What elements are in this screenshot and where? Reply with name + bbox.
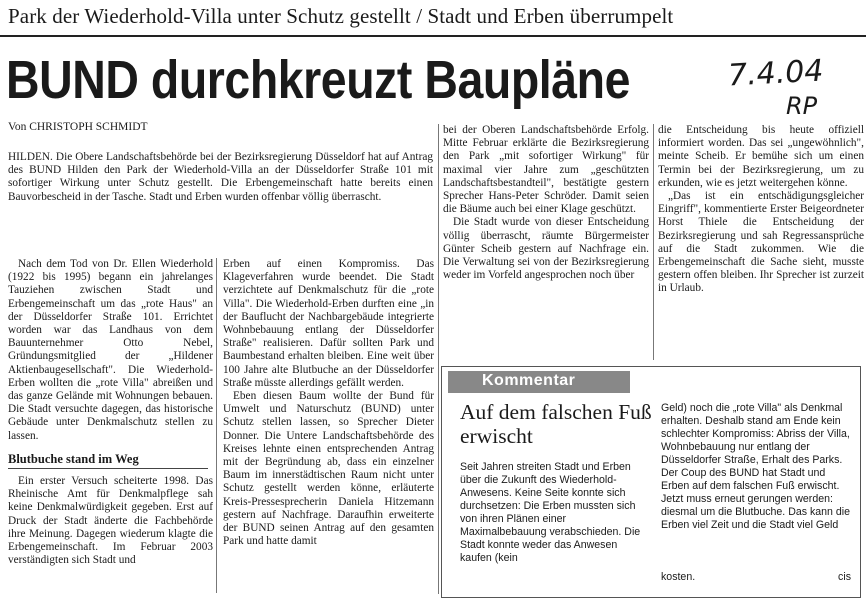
kicker-line: Park der Wiederhold-Villa unter Schutz gestellt / Stadt und Erben überrumpelt bbox=[8, 4, 674, 28]
column-1b-paragraph: Ein erster Versuch scheiterte 1998. Das Rheinische Amt für Denkmalpflege sah keine Denkmalwürdigkeit gegeben. Erst auf Druck der Stadt änderte die Fachbehörde ihre Meinung. Dagegen wiederum klagte die Erbengemeinschaft. Im Februar 2003 verständigten sich Stadt und bbox=[8, 475, 213, 567]
column-2-paragraph-1: Erben auf einen Kompromiss. Das Klageverfahren wurde beendet. Die Stadt verzichtete auf Denkmalschutz für die „rote Villa". Die Wiederhold-Erben durften eine „in der Bauflucht der Nachbargebäude integrierte Wohnbebauung entlang der Düsseldorfer Straße" realisieren. Dafür sollten Park und Baumbestand erhalten bleiben. Eine weit über 100 Jahre alte Blutbuche an der Düsseldorfer Straße müsste allerdings gefällt werden. bbox=[223, 258, 434, 389]
subheading-rule bbox=[8, 468, 208, 469]
column-2 bbox=[223, 258, 434, 548]
lead-text: HILDEN. Die Obere Landschaftsbehörde bei der Bezirksregierung Düsseldorf hat auf Antrag des BUND Hilden den Park der Wiederhold-Villa an der Düsseldorfer Straße 101 mit sofortiger Wirkung unter Schutz gestellt. Die Erbengemeinschaft hatte bereits einen Bauvorbescheid in der Tasche. Stadt und Erben wurden offenbar völlig überrascht. bbox=[8, 151, 433, 203]
lead-paragraph bbox=[8, 151, 433, 204]
column-divider bbox=[438, 124, 439, 594]
column-3-paragraph-2: Die Stadt wurde von dieser Entscheidung völlig überrascht, räumte Bürgermeister Günter Scheib gestern auf Nachfrage ein. Die Verwaltung sei von der Bezirksregierung weder im Vorfeld angesprochen noch über bbox=[443, 216, 649, 282]
column-divider bbox=[216, 258, 217, 593]
column-1-paragraph: Nach dem Tod von Dr. Ellen Wiederhold (1922 bis 1995) begann ein jahrelanges Tauziehen zwischen Stadt und Erbengemeinschaft um das „rote Haus" an der Düsseldorfer Straße 101. Errichtet worden war das Landhaus von dem Bauunternehmer Otto Nebel, Gründungsmitglied der „Hildener Aktienbaugesellschaft". Die Wiederhold-Erben wollten die „rote Villa" abreißen und das ganze Gelände mit Wohnungen bebauen. Die Stadt versuchte dagegen, das historische Gebäude unter Denkmalschutz stellen zu lassen. bbox=[8, 258, 213, 442]
kommentar-author: cis bbox=[838, 571, 851, 583]
kommentar-title: Auf dem falschen Fuß erwischt bbox=[460, 400, 652, 448]
headline: BUND durchkreuzt Baupläne bbox=[6, 50, 631, 110]
column-4 bbox=[658, 124, 864, 296]
top-rule bbox=[0, 35, 866, 37]
column-2-paragraph-2: Eben diesen Baum wollte der Bund für Umwelt und Naturschutz (BUND) unter Schutz stellen lassen, so Sprecher Dieter Donner. Die Untere Landschaftsbehörde des Kreises lehnte einen entsprechenden Antrag mit der Begründung ab, dass ein einzelner Baum im innerstädtischen Raum nicht unter Schutz gestellt werden könne, erläuterte Kreis-Pressesprecherin Daniela Hitzemann gestern auf Nachfrage. Daraufhin erweiterte der BUND seinen Antrag auf den gesamten Park und hatte damit bbox=[223, 390, 434, 548]
kommentar-text-left: Seit Jahren streiten Stadt und Erben über die Zukunft des Wiederhold-Anwesens. Keine Seite konnte sich durchsetzen: Die Erben mussten sich von ihren Plänen einer Maximalbebauung verabschieden. Die Stadt konnte weder das Anwesen kaufen (kein bbox=[460, 461, 641, 564]
column-1 bbox=[8, 258, 213, 443]
handwritten-source: RP bbox=[786, 92, 818, 120]
kommentar-text-right: Geld) noch die „rote Villa" als Denkmal erhalten. Deshalb stand am Ende kein schlechter Kompromiss: Abriss der Villa, Wohnbebauung nur entlang der Düsseldorfer Straße, Erhalt des Parks. Der Coup des BUND hat Stadt und Erben auf dem falschen Fuß erwischt. Jetzt muss erneut gerungen werden: diesmal um die Blutbuche. Das kann die Erben viel Zeit und die Stadt viel Geld bbox=[661, 402, 851, 531]
column-3 bbox=[443, 124, 649, 282]
column-3-paragraph-1: bei der Oberen Landschaftsbehörde Erfolg. Mitte Februar erklärte die Bezirksregierung den Park „mit sofortiger Wirkung" für maximal vier Jahre zum „geschützten Landschaftsbestandteil", bestätigte gestern Sprecher Hans-Peter Schröder. Damit seien die Bäume auch bei einer Klage geschützt. bbox=[443, 124, 649, 216]
column-1-continued bbox=[8, 475, 213, 567]
column-divider bbox=[653, 124, 654, 360]
kommentar-label: Kommentar bbox=[482, 372, 576, 389]
byline: Von CHRISTOPH SCHMIDT bbox=[8, 121, 148, 133]
subheading: Blutbuche stand im Weg bbox=[8, 452, 139, 466]
kommentar-last-word: kosten. bbox=[661, 571, 696, 583]
column-4-paragraph-1: die Entscheidung bis heute offiziell informiert worden. Das sei „ungewöhnlich", meinte Scheib. Er bemühe sich um einen Termin bei der Bezirksregierung, um zu erkunden, wie es jetzt weitergehen könne. bbox=[658, 124, 864, 189]
handwritten-date: 7.4.04 bbox=[727, 53, 825, 94]
column-4-paragraph-2: „Das ist ein entschädigungsgleicher Eingriff", kommentierte Erster Beigeordneter Horst Thiele die Entscheidung der Bezirksregierung und sah Regressansprüche auf die Stadt zukommen. Wie die Erbengemeinschaft die Sache sieht, musste gestern offen bleiben. Ihr Sprecher ist zurzeit in Urlaub. bbox=[658, 190, 864, 295]
kommentar-footer bbox=[661, 571, 851, 583]
